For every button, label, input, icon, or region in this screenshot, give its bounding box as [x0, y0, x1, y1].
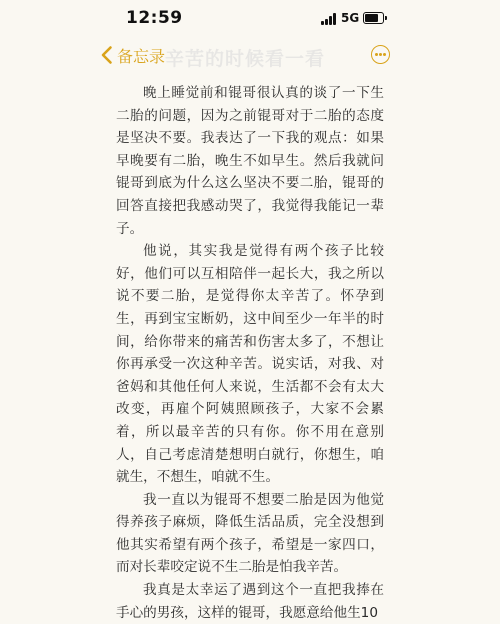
- ellipsis-circle-icon[interactable]: [371, 45, 390, 64]
- note-paragraph: 晚上睡觉前和锟哥很认真的谈了一下生二胎的问题，因为之前锟哥对于二胎的态度是坚决不要。我表达了一下我的观点：如果早晚要有二胎，晚生不如早生。然后我就问锟哥到底为什么这么坚决不要二胎，锟哥的回答直接把我感动哭了，我觉得我能记一辈子。: [116, 85, 384, 237]
- back-label: 备忘录: [117, 46, 166, 66]
- status-time: 12:59: [126, 8, 183, 28]
- battery-icon: [363, 12, 384, 24]
- status-bar: [0, 0, 500, 38]
- navigation-bar: [0, 38, 500, 72]
- back-to-notes-button[interactable]: [100, 42, 165, 68]
- note-paragraph: 他说，其实我是觉得有两个孩子比较好，他们可以互相陪伴一起长大，我之所以说不要二胎，是觉得你太辛苦了。怀孕到生，再到宝宝断奶，这中间至少一年半的时间，给你带来的痛苦和伤害太多了，不想让你再承受一次这种辛苦。说实话，对我、对爸妈和其他任何人来说，生活都不会有太大改变，再雇个阿姨照顾孩子，大家不会累着，所以最辛苦的只有你。你不用在意别人，自己考虑清楚想明白就行，你想生，咱就生，不想生，咱就不生。: [116, 243, 384, 486]
- note-body[interactable]: [116, 82, 384, 624]
- cellular-signal-icon: [321, 13, 337, 25]
- battery-level-fill: [365, 14, 378, 22]
- network-type-label: 5G: [341, 11, 360, 25]
- chevron-left-icon: [100, 45, 114, 65]
- note-paragraph: 我真是太幸运了遇到这个一直把我捧在手心的男孩，这样的锟哥，我愿意给他生10: [116, 582, 384, 621]
- note-title-faded: 辛苦的时候看一看: [165, 48, 326, 70]
- note-paragraph: 我一直以为锟哥不想要二胎是因为他觉得养孩子麻烦，降低生活品质，完全没想到他其实希望有两个孩子，希望是一家四口，而对长辈咬定说不生二胎是怕我辛苦。: [116, 491, 384, 576]
